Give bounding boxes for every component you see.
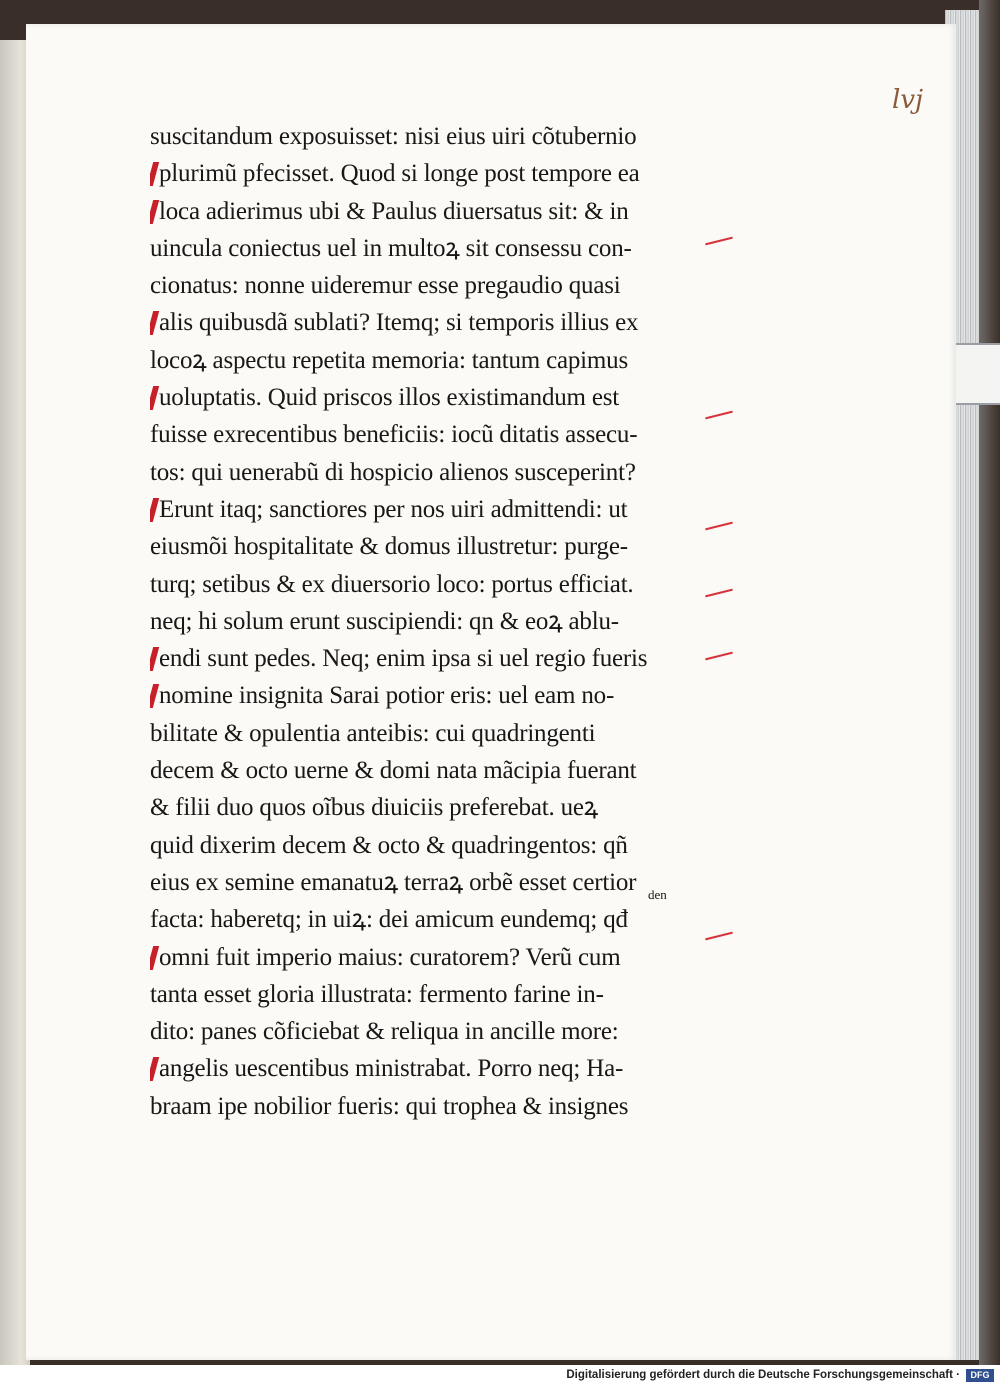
text-line-content: neq; hi solum erunt suscipiendi: qn & eoꝝ ablu-	[150, 607, 619, 635]
text-line-content: tanta esset gloria illustrata: fermento farine in-	[150, 980, 604, 1008]
text-line-content: uincula coniectus uel in multoꝝ sit consessu con-	[150, 234, 632, 262]
text-line	[150, 342, 725, 379]
dfg-logo: DFG	[966, 1369, 994, 1382]
text-line	[150, 939, 725, 976]
text-line	[150, 789, 725, 826]
text-line	[150, 379, 725, 416]
text-line	[150, 752, 725, 789]
text-line-content: suscitandum exposuisset: nisi eius uiri cõtubernio	[150, 123, 637, 150]
text-line	[150, 603, 725, 640]
text-line-content: eiusmõi hospitalitate & domus illustretur: purge-	[150, 533, 628, 561]
text-line-content: plurimũ pfecisset. Quod si longe post tempore ea	[159, 160, 640, 188]
text-line-content: loca adierimus ubi & Paulus diuersatus sit: & in	[159, 197, 629, 225]
footer-bar	[0, 1365, 1000, 1387]
text-line-content: angelis uescentibus ministrabat. Porro neq; Ha-	[159, 1055, 624, 1083]
text-line-content: quid dixerim decem & octo & quadringentos: qñ	[150, 831, 628, 859]
text-line	[150, 715, 725, 752]
rubrication-mark	[150, 647, 159, 671]
text-line-content: & filii duo quos oĩbus diuiciis preferebat. ueꝝ	[150, 794, 599, 822]
footer-credit: Digitalisierung gefördert durch die Deutsche Forschungsgemeinschaft ·	[566, 1369, 960, 1381]
text-line-content: tos: qui uenerabũ di hospicio alienos susceperint?	[150, 458, 636, 486]
text-line	[150, 491, 725, 528]
text-line	[150, 454, 725, 491]
text-line-content: cionatus: nonne uideremur esse pregaudio quasi	[150, 272, 621, 300]
text-line	[150, 864, 725, 901]
text-line	[150, 976, 725, 1013]
text-line-content: uoluptatis. Quid priscos illos existimandum est	[159, 384, 620, 412]
text-line	[150, 677, 725, 714]
printed-text-block	[150, 118, 725, 1125]
rubrication-mark	[150, 1057, 159, 1081]
text-line	[150, 901, 725, 938]
rubrication-mark	[150, 200, 159, 224]
text-line-content: Erunt itaq; sanctiores per nos uiri admittendi: ut	[159, 495, 628, 523]
text-line	[150, 118, 725, 155]
text-line	[150, 640, 725, 677]
text-line-content: facta: haberetq; in uiꝝ: dei amicum eundemq; qđ	[150, 906, 628, 934]
text-line	[150, 827, 725, 864]
text-line	[150, 1050, 725, 1087]
text-line-content: bilitate & opulentia anteibis: cui quadringenti	[150, 719, 596, 747]
text-line	[150, 193, 725, 230]
text-line-content: braam ipe nobilior fueris: qui trophea & insignes	[150, 1092, 629, 1120]
rubrication-mark	[150, 386, 159, 410]
faint-bleedthrough-note	[770, 830, 950, 940]
rubrication-mark	[150, 498, 159, 522]
text-line-content: decem & octo uerne & domi nata mãcipia fuerant	[150, 757, 637, 785]
text-line-content: eius ex semine emanatuꝝ terraꝝ orbẽ esset certior	[150, 868, 637, 896]
text-line	[150, 304, 725, 341]
text-line-content: nomine insignita Sarai potior eris: uel eam no-	[159, 682, 615, 710]
text-line-content: endi sunt pedes. Neq; enim ipsa si uel regio fueris	[159, 645, 648, 673]
text-line	[150, 155, 725, 192]
book-edge-shadow	[979, 0, 1000, 1365]
text-line	[150, 230, 725, 267]
folio-number: lvj	[892, 85, 924, 115]
text-line-content: turq; setibus & ex diuersorio loco: portus efficiat.	[150, 570, 634, 598]
rubrication-mark	[150, 162, 159, 186]
rubrication-mark	[150, 684, 159, 708]
text-line	[150, 1088, 725, 1125]
text-line-content: fuisse exrecentibus beneficiis: iocũ ditatis assecu-	[150, 421, 638, 449]
text-line	[150, 267, 725, 304]
interlinear-gloss: den	[648, 887, 667, 903]
text-line-content: dito: panes cõficiebat & reliqua in ancille more:	[150, 1018, 619, 1046]
rubrication-mark	[150, 946, 159, 970]
text-line	[150, 566, 725, 603]
text-line	[150, 528, 725, 565]
text-line	[150, 416, 725, 453]
text-line-content: omni fuit imperio maius: curatorem? Verũ cum	[159, 943, 621, 971]
text-line	[150, 1013, 725, 1050]
text-line-content: alis quibusdã sublati? Itemq; si temporis illius ex	[159, 309, 639, 337]
text-line-content: locoꝝ aspectu repetita memoria: tantum capimus	[150, 346, 629, 374]
rubrication-mark	[150, 311, 159, 335]
